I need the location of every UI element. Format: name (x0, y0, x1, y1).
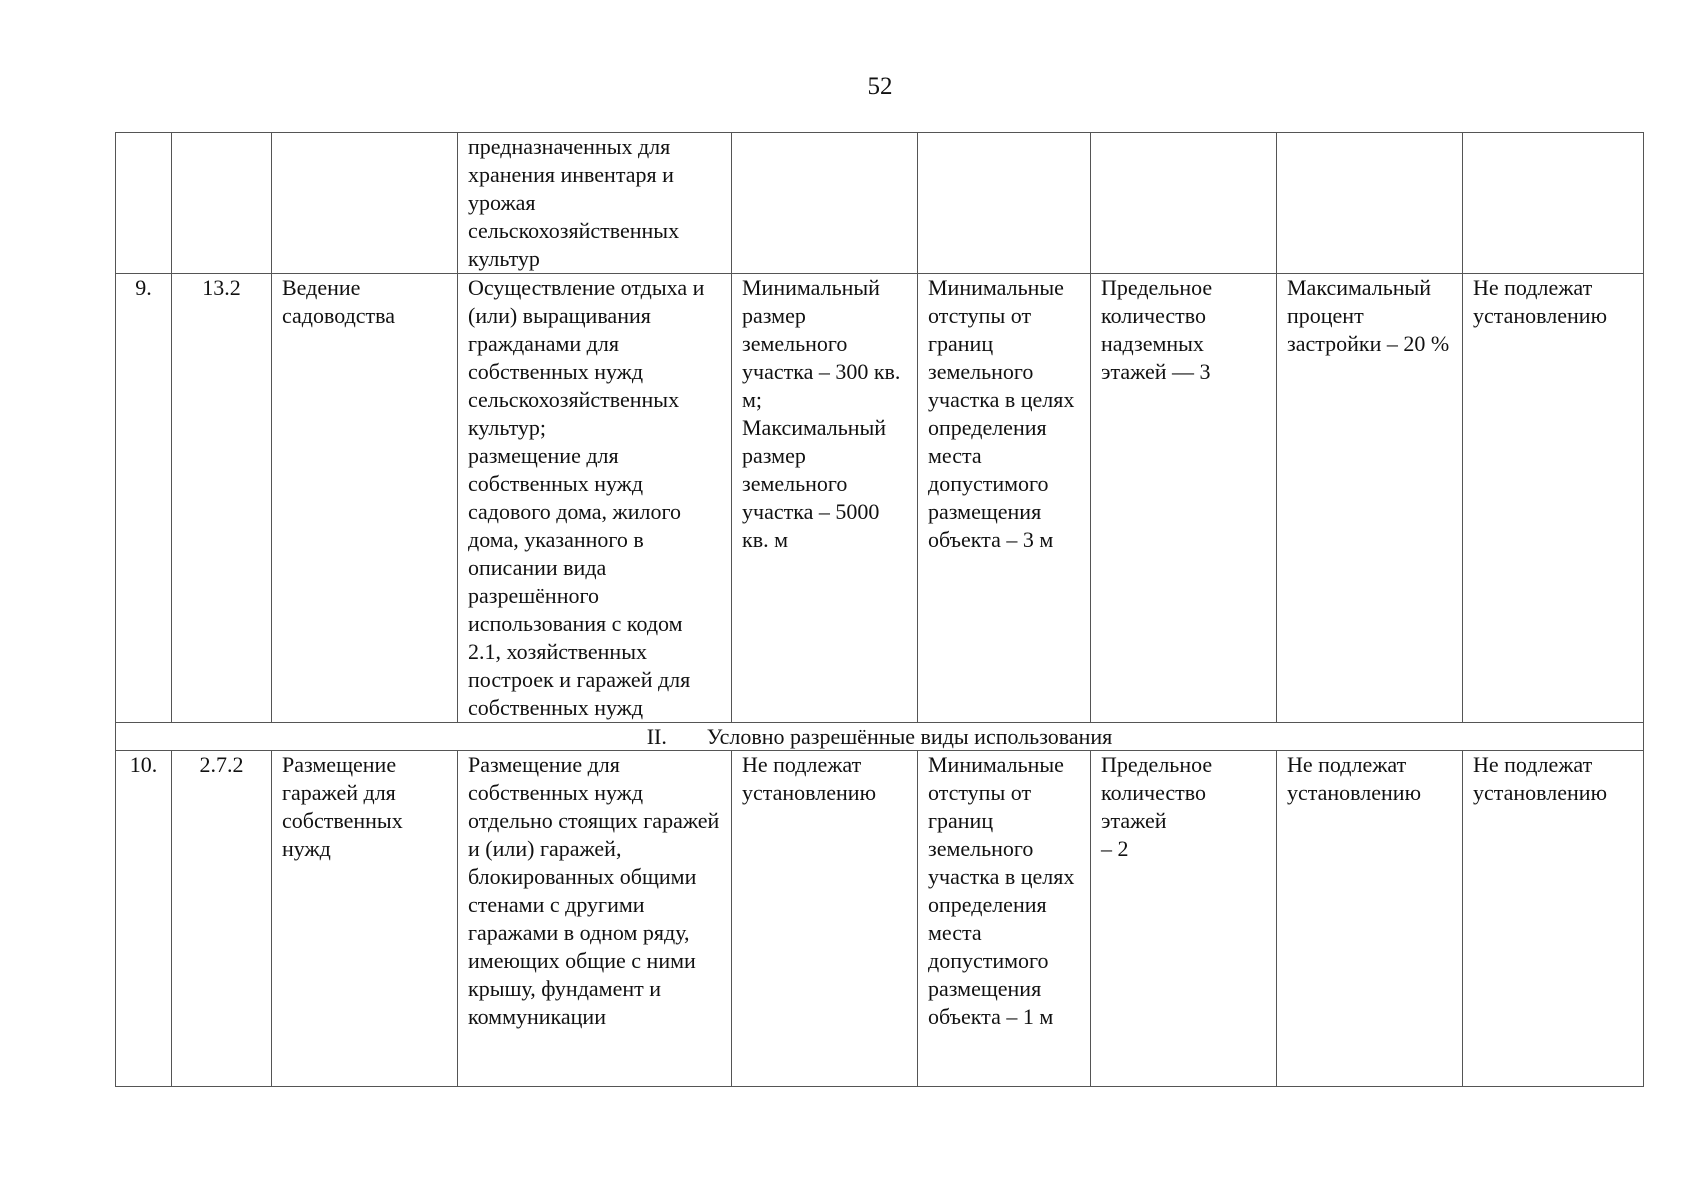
floors-label: Предельное количество этажей (1101, 752, 1213, 833)
cell-plot-size (732, 274, 918, 723)
cell-num (116, 133, 172, 274)
cell-other (1463, 133, 1644, 274)
cell-coverage (1277, 133, 1463, 274)
cell-floors (1091, 751, 1277, 1087)
regulations-table (115, 132, 1644, 1087)
cell-plot-size (732, 133, 918, 274)
plot-size-min: Минимальный размер земельного участка – 300 кв. м; (742, 275, 901, 412)
cell-floors (1091, 133, 1277, 274)
cell-other: Не подлежат установлению (1463, 751, 1644, 1087)
page-number: 52 (867, 73, 893, 100)
cell-plot-size: Не подлежат установлению (732, 751, 918, 1087)
cell-coverage: Не подлежат установлению (1277, 751, 1463, 1087)
cell-setbacks: Минимальные отступы от границ земельного участка в целях определения места допустимого размещения объекта – 3 м (918, 274, 1091, 723)
cell-name (272, 133, 458, 274)
cell-coverage: Максимальный процент застройки – 20 % (1277, 274, 1463, 723)
floors-value: – 2 (1101, 836, 1129, 861)
cell-description: Размещение для собственных нужд отдельно стоящих гаражей и (или) гаражей, блокированных общими стенами с другими гаражами в одном ряду, имеющих общие с ними крышу, фундамент и коммуникации (458, 751, 732, 1087)
cell-description: предназначенных для хранения инвентаря и урожая сельскохозяйственных культур (458, 133, 732, 274)
description-part-2: размещение для собственных нужд садового дома, жилого дома, указанного в описании вида разрешённого использования с кодом 2.1, хозяйственных построек и гаражей для собственных нужд (468, 443, 691, 720)
section-title: Условно разрешённые виды использования (706, 724, 1113, 749)
cell-setbacks (918, 133, 1091, 274)
description-part-1: Осуществление отдыха и (или) выращивания гражданами для собственных нужд сельскохозяйственных культур; (468, 275, 705, 440)
cell-code: 2.7.2 (172, 751, 272, 1087)
table-section-header (116, 723, 1644, 751)
section-number: II. (646, 724, 667, 749)
cell-other: Не подлежат установлению (1463, 274, 1644, 723)
cell-description (458, 274, 732, 723)
cell-name: Ведение садоводства (272, 274, 458, 723)
table-row-9 (116, 274, 1644, 723)
table-row-10 (116, 751, 1644, 1087)
cell-name: Размещение гаражей для собственных нужд (272, 751, 458, 1087)
cell-num: 9. (116, 274, 172, 723)
cell-code (172, 133, 272, 274)
table-row-continuation (116, 133, 1644, 274)
plot-size-max: Максимальный размер земельного участка – 5000 кв. м (742, 415, 887, 552)
cell-floors: Предельное количество надземных этажей — 3 (1091, 274, 1277, 723)
cell-setbacks: Минимальные отступы от границ земельного участка в целях определения места допустимого размещения объекта – 1 м (918, 751, 1091, 1087)
cell-code: 13.2 (172, 274, 272, 723)
cell-num: 10. (116, 751, 172, 1087)
section-header-cell (116, 723, 1644, 751)
